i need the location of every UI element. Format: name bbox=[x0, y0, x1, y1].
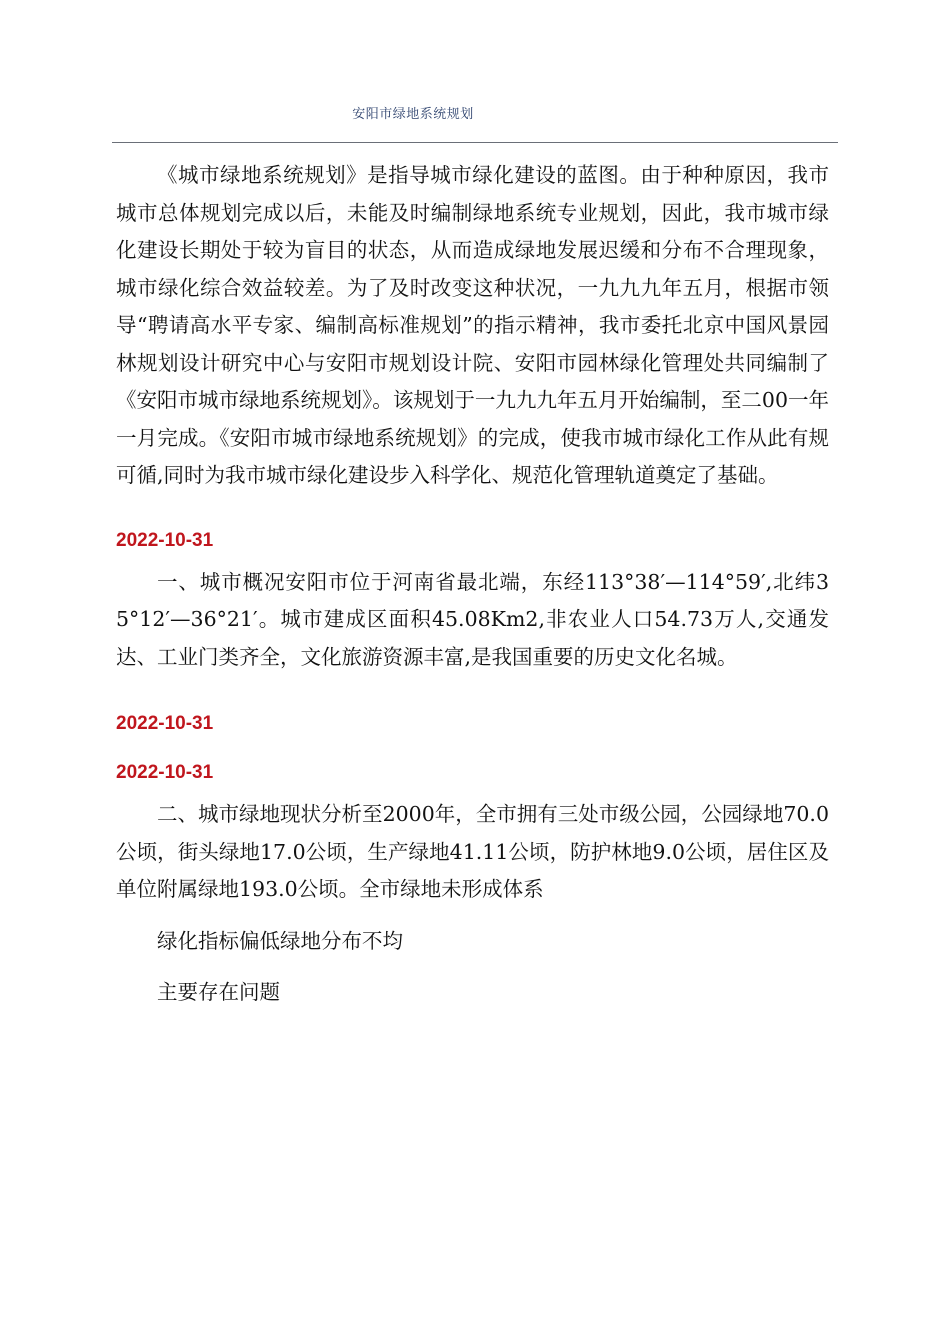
date-stamp: 2022-10-31 bbox=[116, 713, 214, 734]
date-stamp: 2022-10-31 bbox=[116, 762, 214, 783]
page-header-title: 安阳市绿地系统规划 bbox=[352, 107, 474, 122]
header-divider bbox=[112, 142, 838, 143]
intro-paragraph: 《城市绿地系统规划》是指导城市绿化建设的蓝图。由于种种原因，我市城市总体规划完成以后，未能及时编制绿地系统专业规划，因此，我市城市绿化建设长期处于较为盲目的状态，从而造成绿地发展迟缓和分布不合理现象，城市绿化综合效益较差。为了及时改变这种状况，一九九九年五月，根据市领导“聘请高水平专家、编制高标准规划”的指示精神，我市委托北京中国风景园林规划设计研究中心与安阳市规划设计院、安阳市园林绿化管理处共同编制了《安阳市城市绿地系统规划》。该规划于一九九九年五月开始编制，至二00一年一月完成。《安阳市城市绿地系统规划》的完成，使我市城市绿化工作从此有规可循,同时为我市城市绿化建设步入科学化、规范化管理轨道奠定了基础。 bbox=[116, 163, 829, 487]
date-stamp: 2022-10-31 bbox=[116, 529, 214, 551]
note-greening-index: 绿化指标偏低绿地分布不均 bbox=[157, 928, 403, 953]
section-greenland-status: 二、城市绿地现状分析至2000年，全市拥有三处市级公园，公园绿地70.0公顷，街头绿地17.0公顷，生产绿地41.11公顷，防护林地9.0公顷，居住区及单位附属绿地193.0公顷。全市绿地未形成体系 bbox=[116, 802, 829, 901]
section-city-overview: 一、城市概况安阳市位于河南省最北端，东经113°38′—114°59′,北纬35°12′—36°21′。城市建成区面积45.08Km2,非农业人口54.73万人,交通发达、工业门类齐全，文化旅游资源丰富,是我国重要的历史文化名城。 bbox=[116, 569, 829, 669]
document-body bbox=[116, 157, 829, 1012]
note-main-problems: 主要存在问题 bbox=[157, 980, 280, 1004]
